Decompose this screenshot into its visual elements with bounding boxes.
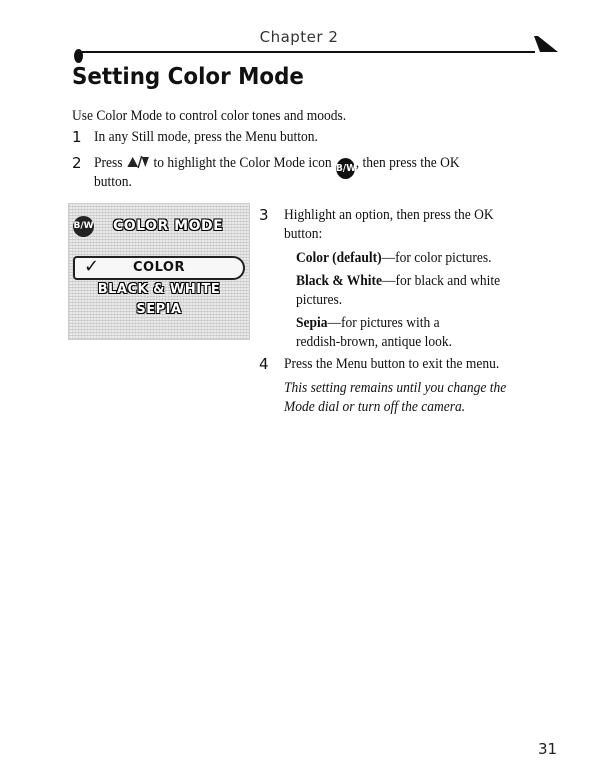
option-sepia-cont: reddish-brown, antique look. xyxy=(296,334,452,350)
step-1-text: In any Still mode, press the Menu button. xyxy=(94,129,318,145)
option-color-term: Color (default) xyxy=(296,250,382,266)
note-line-2 xyxy=(284,398,465,417)
step-3-line-2: button: xyxy=(284,226,323,242)
note-text-1: This setting remains until you change the xyxy=(284,380,507,396)
page-number: 31 xyxy=(538,740,558,758)
step-3-line-1: Highlight an option, then press the OK xyxy=(284,207,494,223)
screen-title: COLOR MODE xyxy=(113,218,224,234)
step-2-line xyxy=(94,154,460,179)
screen-color-mode-icon: B/W xyxy=(73,216,94,237)
page-title: Setting Color Mode xyxy=(72,64,304,90)
step-4-text: Press the Menu button to exit the menu. xyxy=(284,356,500,372)
rule-dot xyxy=(74,49,83,63)
option-sepia xyxy=(296,314,440,333)
step-2-number: 2 xyxy=(72,154,82,172)
note-text-2: Mode dial or turn off the camera. xyxy=(284,399,466,415)
screen-option-color: COLOR xyxy=(133,260,185,275)
camera-screen xyxy=(68,203,250,340)
corner-arrow-icon xyxy=(534,34,560,54)
note-line-1 xyxy=(284,379,506,398)
step-1-number: 1 xyxy=(72,128,82,146)
checkmark-icon: ✓ xyxy=(84,256,100,277)
step-3-number: 3 xyxy=(259,206,269,224)
screen-option-black-white: BLACK & WHITE xyxy=(97,282,221,297)
option-sepia-desc: —for pictures with a xyxy=(327,315,440,331)
step-2-after: , then press the OK xyxy=(355,155,460,171)
option-black-white-desc: —for black and white xyxy=(382,273,501,289)
chapter-heading: Chapter 2 xyxy=(259,28,339,46)
header-rule xyxy=(80,51,535,53)
option-color xyxy=(296,249,491,268)
option-sepia-term: Sepia xyxy=(296,315,328,331)
step-2-press: Press xyxy=(94,155,123,171)
option-black-white-cont: pictures. xyxy=(296,292,343,308)
up-down-arrows-icon xyxy=(126,155,150,169)
step-2-middle: to highlight the Color Mode icon xyxy=(153,155,332,171)
step-4-number: 4 xyxy=(259,355,269,373)
step-2-continued: button. xyxy=(94,174,132,190)
screen-option-sepia: SEPIA xyxy=(136,302,182,317)
option-black-white-term: Black & White xyxy=(296,273,383,289)
intro-text: Use Color Mode to control color tones and moods. xyxy=(72,108,347,124)
option-color-desc: —for color pictures. xyxy=(381,250,492,266)
color-mode-icon: B/W xyxy=(336,158,355,179)
option-black-white xyxy=(296,272,500,291)
